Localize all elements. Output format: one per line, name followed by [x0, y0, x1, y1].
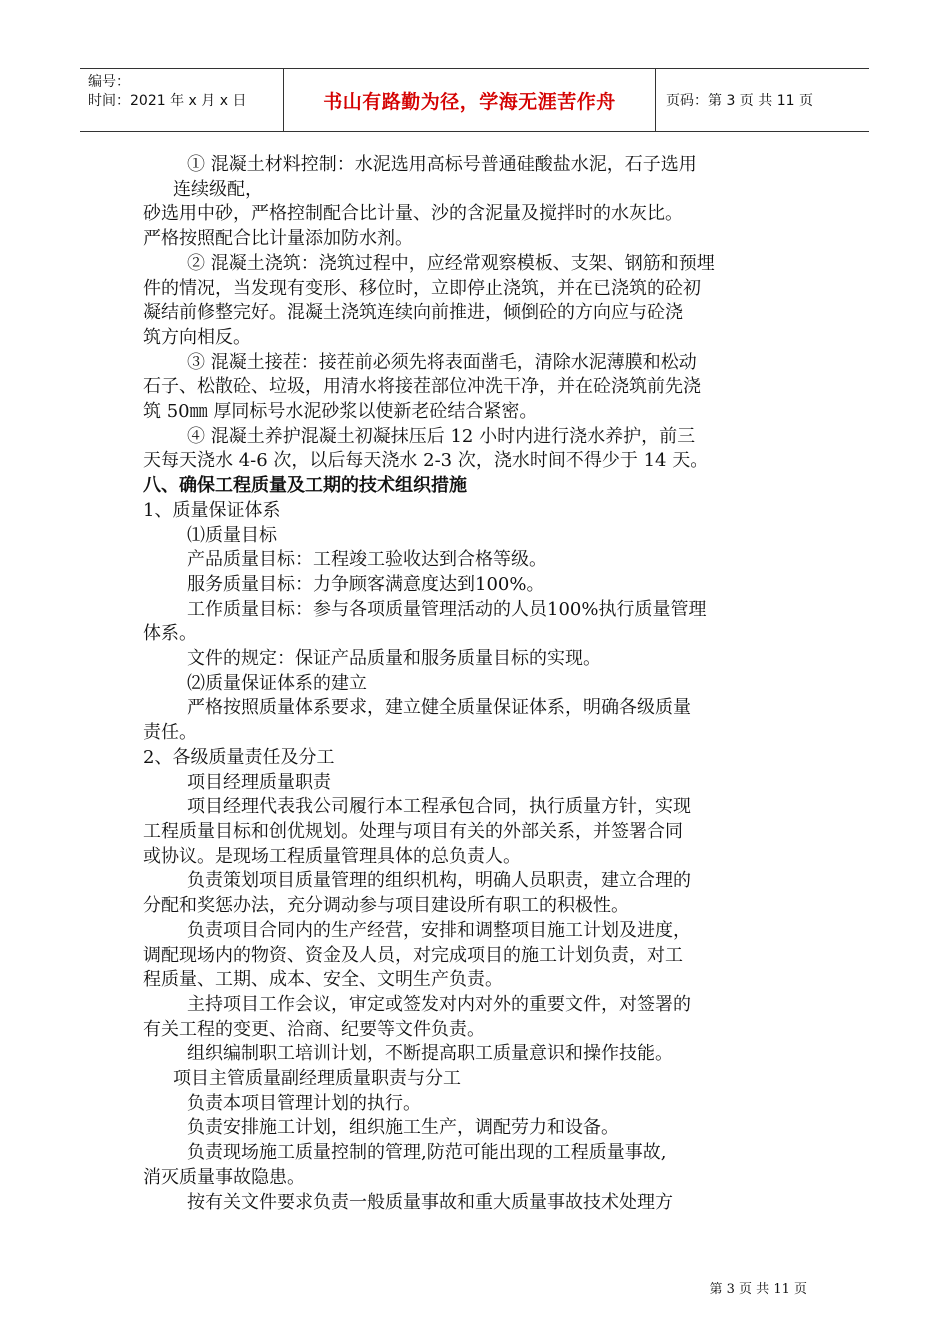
- paragraph-line: ⑴质量目标: [187, 524, 277, 546]
- subsection-heading: 1、质量保证体系: [143, 499, 281, 521]
- paragraph-line: ① 混凝土材料控制：水泥选用高标号普通硅酸盐水泥，石子选用: [187, 154, 697, 175]
- header-meta: [80, 69, 283, 131]
- paragraph-line: 调配现场内的物资、资金及人员，对完成项目的施工计划负责，对工: [143, 944, 683, 966]
- paragraph-line: 组织编制职工培训计划，不断提高职工质量意识和操作技能。: [187, 1043, 673, 1065]
- subsection-heading: 2、各级质量责任及分工: [143, 746, 335, 768]
- paragraph-line: 项目经理代表我公司履行本工程承包合同，执行质量方针，实现: [187, 796, 691, 818]
- page-header: [80, 68, 869, 132]
- paragraph-line: 负责安排施工计划，组织施工生产，调配劳力和设备。: [187, 1117, 619, 1139]
- paragraph-line: 天每天浇水 4-6 次，以后每天浇水 2-3 次，浇水时间不得少于 14 天。: [143, 450, 709, 472]
- paragraph-line: 负责策划项目质量管理的组织机构，明确人员职责，建立合理的: [187, 870, 691, 892]
- paragraph-line: 主持项目工作会议，审定或签发对内对外的重要文件，对签署的: [187, 993, 691, 1015]
- document-body: [143, 153, 811, 1215]
- paragraph-line: 服务质量目标：力争顾客满意度达到100%。: [187, 573, 545, 595]
- paragraph-line: 文件的规定：保证产品质量和服务质量目标的实现。: [187, 648, 601, 670]
- paragraph-line: ⑵质量保证体系的建立: [187, 672, 367, 694]
- paragraph-line: 工程质量目标和创优规划。处理与项目有关的外部关系，并签署合同: [143, 820, 683, 842]
- document-number-label: 编号：: [88, 74, 130, 90]
- paragraph-line: 或协议。是现场工程质量管理具体的总负责人。: [143, 845, 521, 867]
- paragraph-line: 连续级配，: [173, 178, 263, 200]
- paragraph-line: ④ 混凝土养护混凝土初凝抹压后 12 小时内进行浇水养护，前三: [187, 425, 696, 447]
- paragraph-line: 项目经理质量职责: [187, 771, 331, 793]
- paragraph-line: 筑 50㎜ 厚同标号水泥砂浆以使新老砼结合紧密。: [143, 401, 538, 423]
- paragraph-line: 筑方向相反。: [143, 326, 251, 348]
- paragraph-line: 负责现场施工质量控制的管理,防范可能出现的工程质量事故,: [187, 1142, 667, 1164]
- paragraph-line: 有关工程的变更、洽商、纪要等文件负责。: [143, 1018, 485, 1040]
- page-footer: [710, 1278, 807, 1297]
- paragraph-line: 件的情况，当发现有变形、移位时，立即停止浇筑，并在已浇筑的砼初: [143, 277, 701, 299]
- paragraph-line: 严格按照质量体系要求，建立健全质量保证体系，明确各级质量: [187, 697, 691, 719]
- paragraph-line: 严格按照配合比计量添加防水剂。: [143, 228, 413, 250]
- paragraph-line: 工作质量目标：参与各项质量管理活动的人员100%执行质量管理: [187, 598, 707, 620]
- header-motto-cell: [283, 69, 656, 131]
- document-date-label: 时间：2021 年 x 月 x 日: [88, 93, 247, 109]
- motto-text: 书山有路勤为径，学海无涯苦作舟: [323, 90, 616, 113]
- paragraph-line: 负责项目合同内的生产经营，安排和调整项目施工计划及进度，: [187, 919, 691, 941]
- paragraph-line: 程质量、工期、成本、安全、文明生产负责。: [143, 969, 503, 991]
- paragraph-line: 产品质量目标：工程竣工验收达到合格等级。: [187, 549, 547, 571]
- paragraph-line: 体系。: [143, 623, 197, 645]
- paragraph-line: ② 混凝土浇筑：浇筑过程中，应经常观察模板、支架、钢筋和预埋: [187, 252, 715, 274]
- paragraph-line: 按有关文件要求负责一般质量事故和重大质量事故技术处理方: [187, 1191, 673, 1213]
- header-page-number: 页码：第 3 页 共 11 页: [666, 93, 813, 109]
- paragraph-line: 砂选用中砂，严格控制配合比计量、沙的含泥量及搅拌时的水灰比。: [143, 203, 683, 225]
- section-heading: 八、确保工程质量及工期的技术组织措施: [143, 475, 467, 497]
- paragraph-line: 消灭质量事故隐患。: [143, 1166, 305, 1188]
- paragraph-line: 分配和奖惩办法，充分调动参与项目建设所有职工的积极性。: [143, 895, 629, 917]
- footer-page-number: 第 3 页 共 11 页: [709, 1282, 807, 1297]
- paragraph-line: 负责本项目管理计划的执行。: [187, 1092, 421, 1114]
- paragraph-line: ③ 混凝土接茬：接茬前必须先将表面凿毛，清除水泥薄膜和松动: [187, 351, 697, 373]
- paragraph-line: 石子、松散砼、垃圾，用清水将接茬部位冲洗干净，并在砼浇筑前先浇: [143, 376, 701, 398]
- paragraph-line: 项目主管质量副经理质量职责与分工: [173, 1068, 461, 1090]
- paragraph-line: 凝结前修整完好。混凝土浇筑连续向前推进，倾倒砼的方向应与砼浇: [143, 302, 683, 324]
- paragraph-line: 责任。: [143, 722, 197, 744]
- header-page-cell: [656, 69, 869, 131]
